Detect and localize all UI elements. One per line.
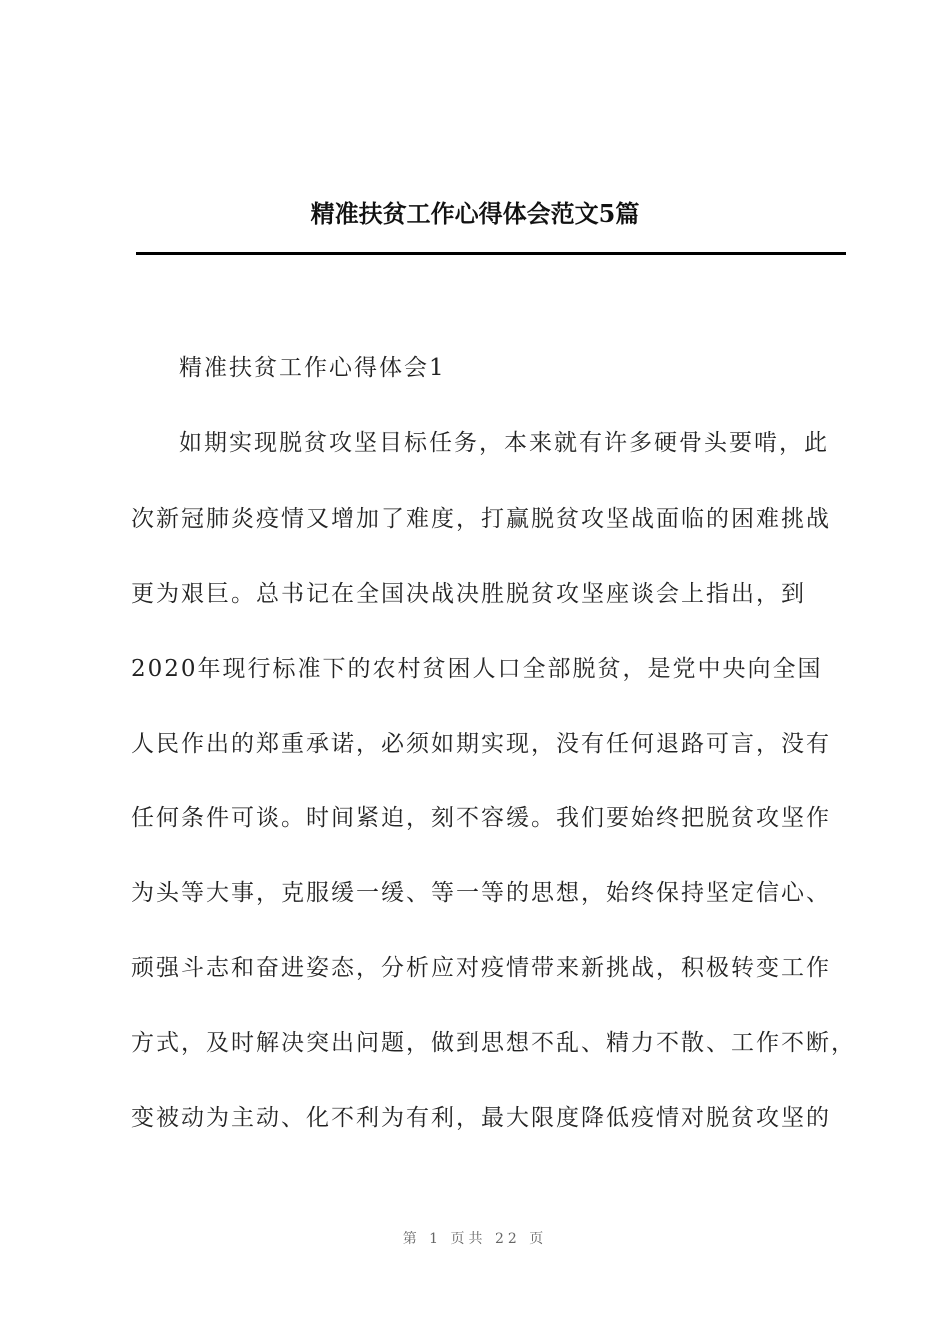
title-divider <box>136 252 846 255</box>
paragraph-line: 人民作出的郑重承诺，必须如期实现，没有任何退路可言，没有 <box>131 731 831 757</box>
paragraph-line: 如期实现脱贫攻坚目标任务，本来就有许多硬骨头要啃，此 <box>179 430 829 456</box>
document-title: 精准扶贫工作心得体会范文5篇 <box>310 199 640 228</box>
section-heading: 精准扶贫工作心得体会1 <box>179 355 446 381</box>
paragraph-line: 任何条件可谈。时间紧迫，刻不容缓。我们要始终把脱贫攻坚作 <box>131 805 831 831</box>
paragraph-line: 方式，及时解决突出问题，做到思想不乱、精力不散、工作不断， <box>131 1030 856 1056</box>
paragraph-line: 2020年现行标准下的农村贫困人口全部脱贫，是党中央向全国 <box>131 656 823 682</box>
page-number-footer: 第 1 页共 22 页 <box>402 1231 548 1247</box>
paragraph-line: 为头等大事，克服缓一缓、等一等的思想，始终保持坚定信心、 <box>131 880 831 906</box>
paragraph-line: 变被动为主动、化不利为有利，最大限度降低疫情对脱贫攻坚的 <box>131 1105 831 1131</box>
paragraph-line: 更为艰巨。总书记在全国决战决胜脱贫攻坚座谈会上指出，到 <box>131 581 806 607</box>
paragraph-line: 次新冠肺炎疫情又增加了难度，打赢脱贫攻坚战面临的困难挑战 <box>131 506 831 532</box>
paragraph-line: 顽强斗志和奋进姿态，分析应对疫情带来新挑战，积极转变工作 <box>131 955 831 981</box>
